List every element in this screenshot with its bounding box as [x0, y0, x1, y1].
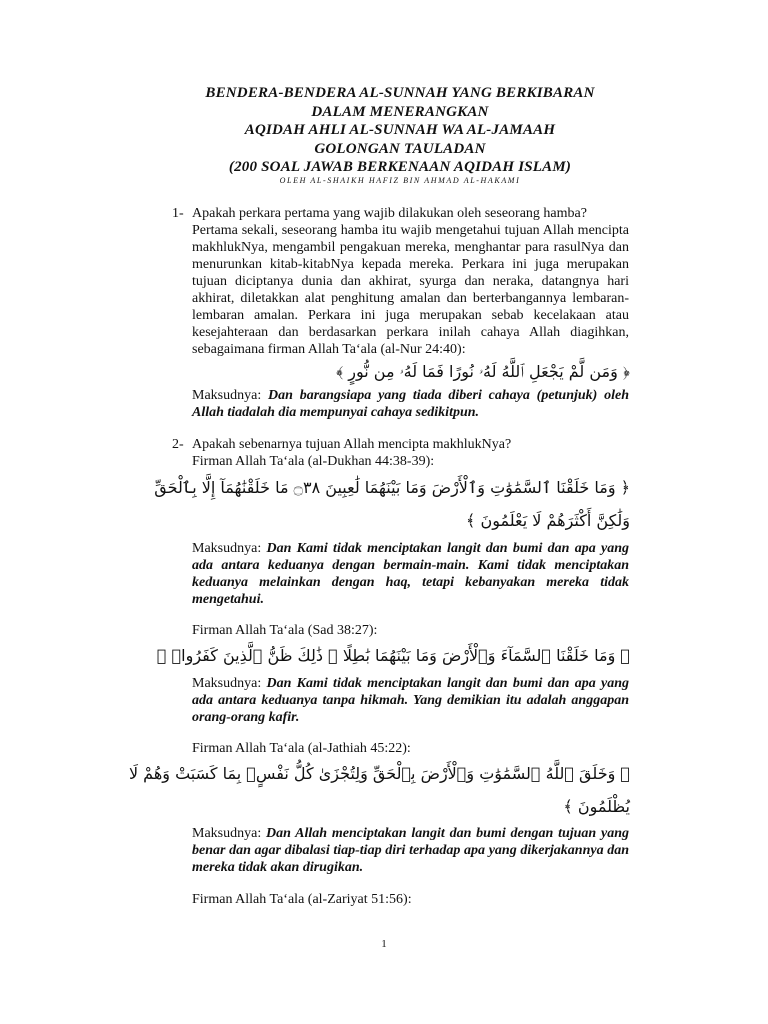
- arabic-verse-dukhan-1: ﴿ وَمَا خَلَقْنَا ٱلسَّمَٰوَٰتِ وَٱلْأَرْضَ وَمَا بَيْنَهُمَا لَٰعِبِينَ ۝٣٨ مَا خَلَقْنَٰهُمَآ إِلَّا بِٱلْحَقِّ: [154, 478, 630, 497]
- arabic-verse-dukhan-2: وَلَٰكِنَّ أَكْثَرَهُمْ لَا يَعْلَمُونَ ﴾: [466, 511, 630, 530]
- intro-zariyat: Firman Allah Ta‘ala (al-Zariyat 51:56):: [192, 892, 412, 907]
- question-2-text: Apakah sebenarnya tujuan Allah mencipta makhlukNya?: [192, 437, 512, 452]
- document-title: [150, 84, 650, 187]
- title-line-1: BENDERA-BENDERA AL-SUNNAH YANG BERKIBARAN: [205, 85, 595, 101]
- meaning-jathiah: [192, 825, 629, 876]
- meaning-1: [192, 387, 629, 421]
- meaning-sad: [192, 675, 629, 726]
- arabic-verse-sad: ﴿ وَمَا خَلَقْنَا ٱلسَّمَآءَ وَٱلْأَرْضَ وَمَا بَيْنَهُمَا بَٰطِلًا ۚ ذَٰلِكَ ظَنُّ ٱلَّذِينَ كَفَرُوا۟ ﴾: [156, 646, 630, 665]
- arabic-verse-jathiah-1: ﴿ وَخَلَقَ ٱللَّهُ ٱلسَّمَٰوَٰتِ وَٱلْأَرْضَ بِٱلْحَقِّ وَلِتُجْزَىٰ كُلُّ نَفْسٍۭ بِمَا كَسَبَتْ وَهُمْ لَا: [128, 764, 630, 783]
- question-1-number: 1-: [172, 206, 184, 221]
- answer-1-text: Pertama sekali, seseorang hamba itu wajib mengetahui tujuan Allah mencipta makhlukNya, mengambil pengakuan mereka, menghantar para rasulNya dan menurunkan kitab-kitabNya kepada mereka. Perkara ini juga merupakan tujuan diciptanya dunia dan akhirat, syurga dan neraka, datangnya hari akhirat, diletakkan alat penghitung amalan dan berterbangannya lembaran-lembaran amalan. Perkara ini juga merupakan sebab kecelakaan atau kesejahteraan dan berdasarkan perkara inilah cahaya Allah diagihkan, sebagaimana firman Allah Ta‘ala (al-Nur 24:40):: [192, 223, 629, 357]
- title-line-3: AQIDAH AHLI AL-SUNNAH WA AL-JAMAAH: [244, 122, 556, 139]
- question-2-number: 2-: [172, 437, 184, 452]
- meaning-label: Maksudnya:: [192, 826, 262, 841]
- intro-jathiah: Firman Allah Ta‘ala (al-Jathiah 45:22):: [192, 741, 411, 756]
- meaning-label: Maksudnya:: [192, 676, 262, 691]
- arabic-verse-jathiah-2: يُظْلَمُونَ ﴾: [563, 797, 630, 816]
- meaning-sad-text: Dan Kami tidak menciptakan langit dan bumi dan apa yang ada antara keduanya tanpa hikmah. Yang demikian itu adalah anggapan orang-orang kafir.: [192, 676, 630, 725]
- meaning-dukhan-text: Dan Kami tidak menciptakan langit dan bumi dan apa yang ada antara keduanya dengan bermain-main. Kami tidak menciptakan keduanya melainkan dengan haq, tetapi kebanyakan mereka tidak mengetahui.: [192, 541, 630, 607]
- page-number: 1: [381, 938, 387, 950]
- arabic-verse-nur: ﴿ وَمَن لَّمْ يَجْعَلِ ٱللَّهُ لَهُۥ نُورًا فَمَا لَهُۥ مِن نُّورٍ ﴾: [336, 362, 630, 381]
- question-1-text: Apakah perkara pertama yang wajib dilakukan oleh seseorang hamba?: [192, 206, 587, 221]
- meaning-label: Maksudnya:: [192, 388, 262, 403]
- title-line-5: (200 SOAL JAWAB BERKENAAN AQIDAH ISLAM): [228, 159, 572, 176]
- meaning-1-text: Dan barangsiapa yang tiada diberi cahaya (petunjuk) oleh Allah tiadalah dia mempunyai cahaya sedikitpun.: [192, 388, 630, 420]
- intro-dukhan: Firman Allah Ta‘ala (al-Dukhan 44:38-39):: [192, 454, 435, 469]
- author-line: OLEH AL-SHAIKH HAFIZ BIN AHMAD AL-HAKAMI: [279, 175, 521, 185]
- title-line-4: GOLONGAN TAULADAN: [314, 140, 486, 157]
- meaning-dukhan: [192, 540, 629, 608]
- meaning-jathiah-text: Dan Allah menciptakan langit dan bumi dengan tujuan yang benar dan agar dibalasi tiap-tiap diri terhadap apa yang dikerjakannya dan mereka tidak akan dirugikan.: [192, 826, 630, 875]
- title-line-2: DALAM MENERANGKAN: [311, 103, 489, 120]
- intro-sad: Firman Allah Ta‘ala (Sad 38:27):: [192, 623, 378, 638]
- meaning-label: Maksudnya:: [192, 541, 262, 556]
